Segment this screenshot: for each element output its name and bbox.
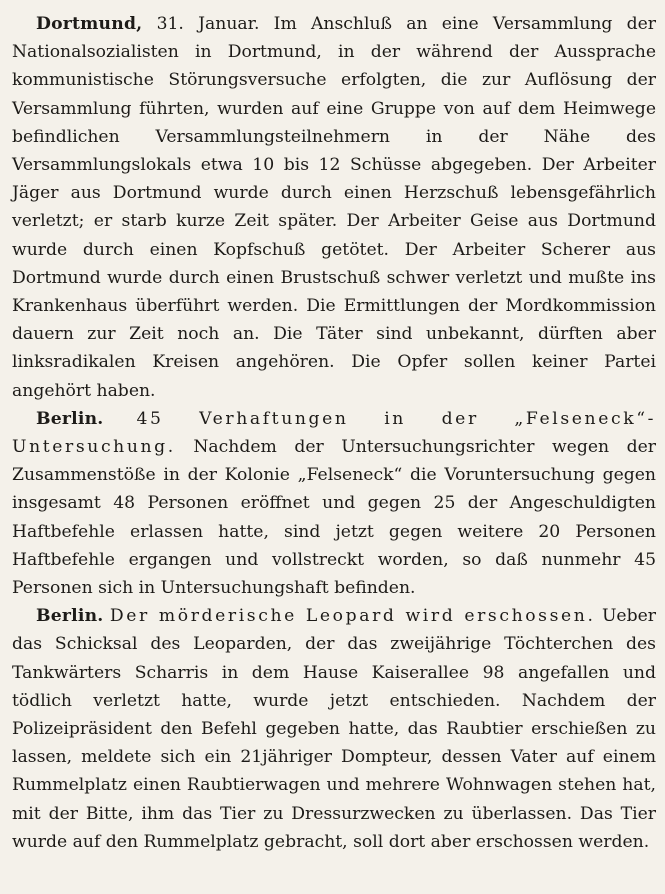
article-leopard xyxy=(12,602,656,856)
article-body: Im Anschluß an eine Versammlung der Nationalsozialisten in Dortmund, in der während der Aussprache kommunistische Störungsversuche erfolgten, die zur Auflösung der Versammlung führten, wurden auf eine Gruppe von auf dem Heimwege befindlichen Versammlungsteilnehmern in der Nähe des Versammlungslokals etwa 10 bis 12 Schüsse abgegeben. Der Arbeiter Jäger aus Dortmund wurde durch einen Herzschuß lebensgefährlich verletzt; er starb kurze Zeit später. Der Arbeiter Geise aus Dortmund wurde durch einen Kopfschuß getötet. Der Arbeiter Scherer aus Dortmund wurde durch einen Brustschuß schwer verletzt und mußte ins Krankenhaus überführt werden. Die Ermittlungen der Mordkommission dauern zur Zeit noch an. Die Täter sind unbekannt, dürften aber linksradikalen Kreisen angehören. Die Opfer sollen keiner Partei angehört haben. xyxy=(12,14,656,401)
article-paragraph xyxy=(12,405,656,602)
newspaper-clipping xyxy=(12,10,656,886)
article-paragraph xyxy=(12,602,656,856)
article-body: Ueber das Schicksal des Leoparden, der das zweijährige Töchterchen des Tankwärters Scharris in dem Hause Kaiserallee 98 angefallen und tödlich verletzt hatte, wurde jetzt entschieden. Nachdem der Polizeipräsident den Befehl gegeben hatte, das Raubtier erschießen zu lassen, meldete sich ein 21jähriger Dompteur, dessen Vater auf einem Rummelplatz einen Raubtierwagen und mehrere Wohnwagen stehen hat, mit der Bitte, ihm das Tier zu Dressurzwecken zu überlassen. Das Tier wurde auf den Rummelplatz gebracht, soll dort aber erschossen werden. xyxy=(12,606,656,852)
article-felseneck xyxy=(12,405,656,602)
headline: 45 Verhaftungen in der „Felseneck“-Untersuchung. xyxy=(12,408,657,458)
date: 31. Januar. xyxy=(156,14,260,34)
dateline: Dortmund, xyxy=(36,14,143,34)
article-dortmund xyxy=(12,10,656,405)
dateline: Berlin. xyxy=(36,408,104,429)
article-body: Nachdem der Untersuchungsrichter wegen der Zusammenstöße in der Kolonie „Felseneck“ die Voruntersuchung gegen insgesamt 48 Personen eröffnet und gegen 25 der Angeschuldigten Haftbefehle erlassen hatte, sind jetzt gegen weitere 20 Personen Haftbefehle ergangen und vollstreckt worden, so daß nunmehr 45 Personen sich in Untersuchungshaft befinden. xyxy=(12,437,656,599)
article-paragraph xyxy=(12,10,656,405)
dateline: Berlin. xyxy=(36,606,104,627)
headline: Der mörderische Leopard wird erschossen. xyxy=(109,606,596,627)
